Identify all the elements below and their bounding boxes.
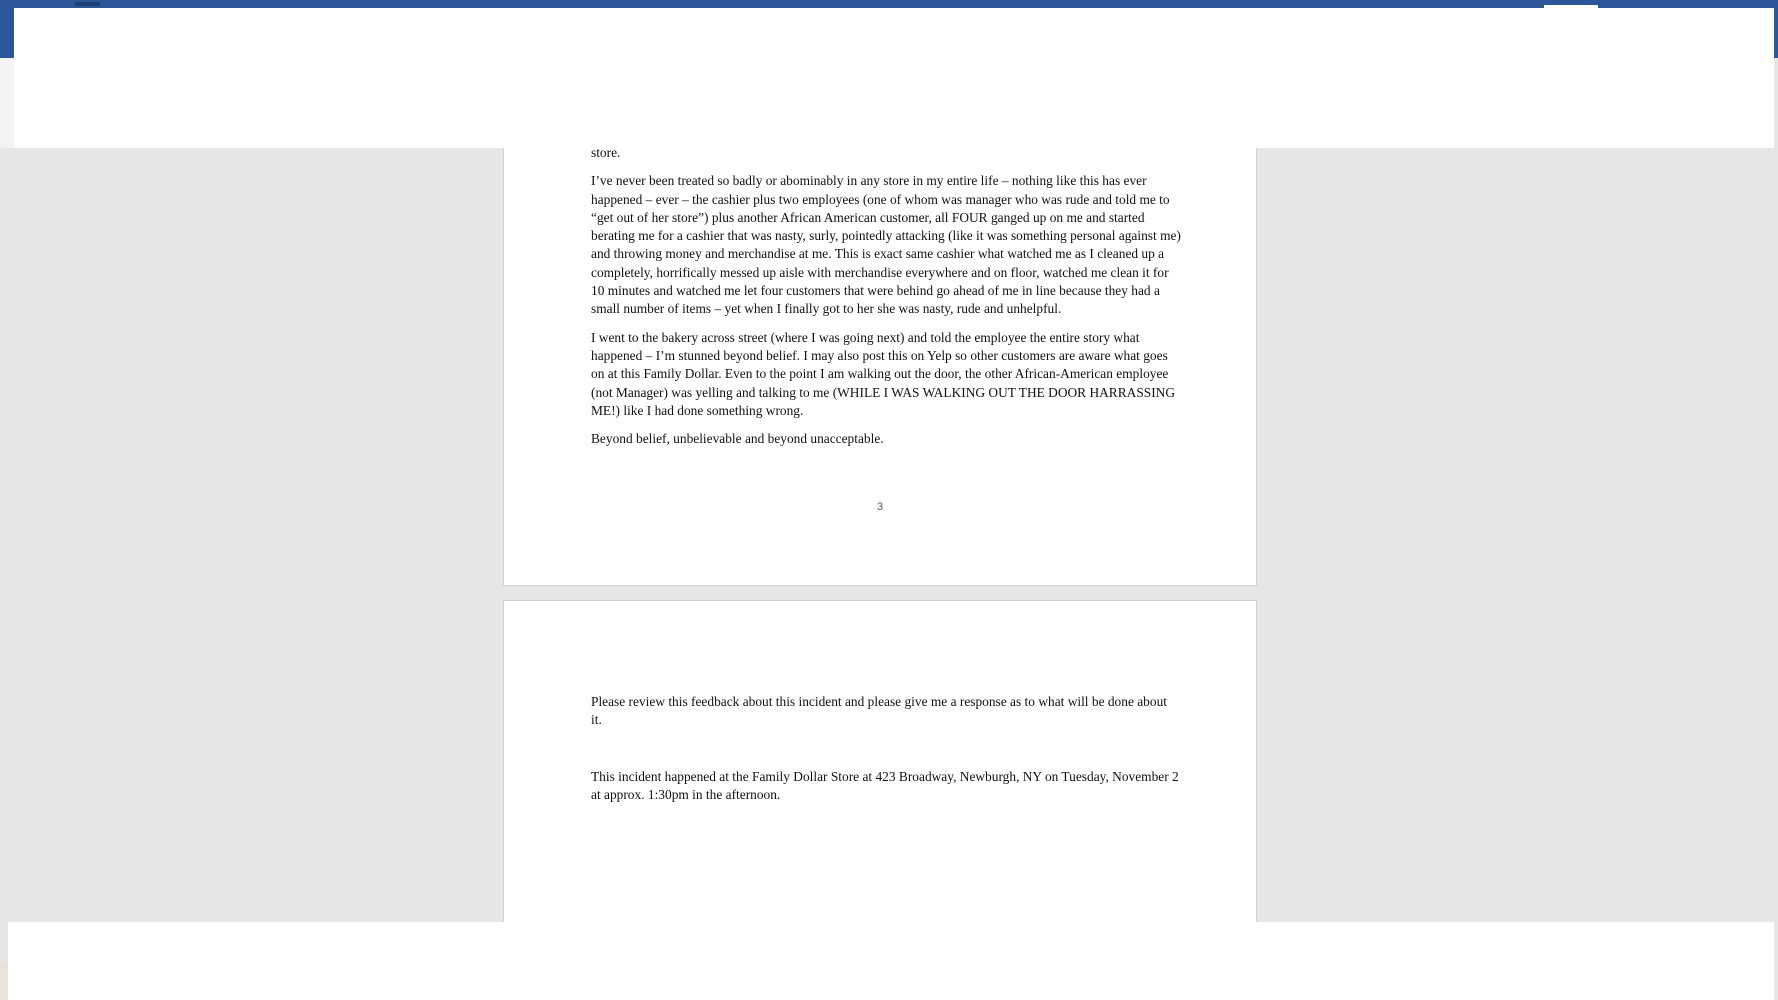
ribbon-redacted-area (14, 8, 1774, 148)
paragraph-conclusion: Beyond belief, unbelievable and beyond unacceptable. (591, 431, 884, 447)
status-bar-redacted-area (8, 922, 1774, 1000)
page-3-body[interactable] (591, 148, 1181, 458)
status-bar-edge (0, 962, 8, 1000)
lead-fragment: store. (591, 148, 621, 160)
paragraph-incident-details: This incident happened at the Family Dollar Store at 423 Broadway, Newburgh, NY on Tuesday, November 2 at approx. 1:30pm in the afternoon. (591, 769, 1179, 803)
page-number: 3 (876, 501, 884, 513)
document-canvas[interactable] (0, 148, 1778, 922)
quick-access-marker[interactable] (75, 2, 100, 6)
ribbon-side-strip (0, 58, 14, 148)
paragraph-treatment: I’ve never been treated so badly or abominably in any store in my entire life – nothing like this has ever happened – ever – the cashier plus two employees (one of whom was manager who was rude and told me to “get out of her store”) plus another African American customer, all FOUR ganged up on me and started berating me for a cashier that was nasty, surly, pointedly attacking (like it was something personal against me) and throwing money and merchandise at me. This is exact same cashier what watched me as I cleaned up a completely, horrifically messed up aisle with merchandise everywhere and on floor, watched me clean it for 10 minutes and watched me let four customers that were behind go ahead of me in line because they had a small number of items – yet when I finally got to her she was nasty, rude and unhelpful. (591, 173, 1181, 317)
paragraph-review-request: Please review this feedback about this incident and please give me a response as to what will be done about it. (591, 694, 1167, 728)
document-page-3[interactable] (503, 148, 1257, 586)
paragraph-bakery: I went to the bakery across street (where I was going next) and told the employee the entire story what happened – I’m stunned beyond belief. I may also post this on Yelp so other customers are aware what goes on at this Family Dollar. Even to the point I am walking out the door, the other African-American employee (not Manager) was yelling and talking to me (WHILE I WAS WALKING OUT THE DOOR HARRASSING ME!) like I had done something wrong. (591, 329, 1176, 418)
document-page-4[interactable] (503, 600, 1257, 922)
